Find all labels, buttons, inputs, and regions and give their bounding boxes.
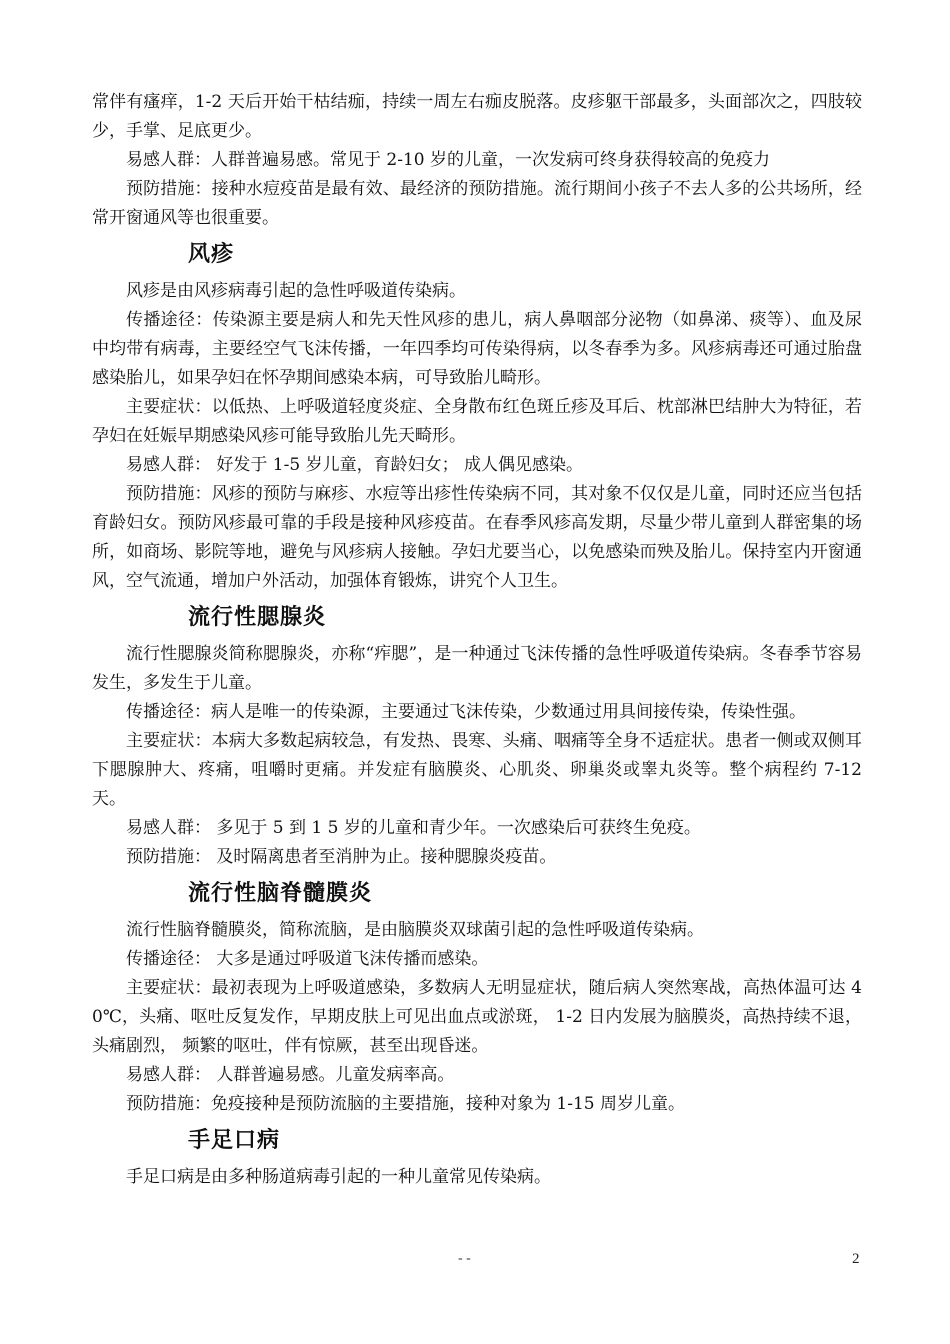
paragraph: 预防措施：风疹的预防与麻疹、水痘等出疹性传染病不同，其对象不仅仅是儿童，同时还应当包括育龄妇女。预防风疹最可靠的手段是接种风疹疫苗。在春季风疹高发期，尽量少带儿童到人群密集的场所，如商场、影院等地，避免与风疹病人接触。孕妇尤要当心，以免感染而殃及胎儿。保持室内开窗通风，空气流通，增加户外活动，加强体育锻炼，讲究个人卫生。 (92, 484, 862, 591)
paragraph: 主要症状：以低热、上呼吸道轻度炎症、全身散布红色斑丘疹及耳后、枕部淋巴结肿大为特征，若孕妇在妊娠早期感染风疹可能导致胎儿先天畸形。 (92, 397, 862, 446)
section-heading: 风疹 (188, 242, 235, 267)
paragraph: 风疹是由风疹病毒引起的急性呼吸道传染病。 (126, 281, 466, 301)
paragraph: 常伴有瘙痒，1-2 天后开始干枯结痂，持续一周左右痂皮脱落。皮疹躯干部最多，头面部次之，四肢较少，手掌、足底更少。 (92, 92, 862, 141)
paragraph: 流行性腮腺炎简称腮腺炎，亦称“痄腮”，是一种通过飞沫传播的急性呼吸道传染病。冬春季节容易发生，多发生于儿童。 (92, 644, 862, 693)
page-number: 2 (852, 1251, 860, 1267)
paragraph: 预防措施：免疫接种是预防流脑的主要措施，接种对象为 1-15 周岁儿童。 (126, 1094, 685, 1114)
paragraph: 传播途径： 大多是通过呼吸道飞沫传播而感染。 (126, 949, 489, 969)
paragraph: 易感人群： 人群普遍易感。儿童发病率高。 (126, 1065, 455, 1085)
document-body (92, 88, 862, 1192)
paragraph: 易感人群： 好发于 1-5 岁儿童，育龄妇女； 成人偶见感染。 (126, 455, 583, 475)
paragraph: 预防措施： 及时隔离患者至消肿为止。接种腮腺炎疫苗。 (126, 847, 557, 867)
paragraph: 主要症状：本病大多数起病较急，有发热、畏寒、头痛、咽痛等全身不适症状。患者一侧或双侧耳下腮腺肿大、疼痛，咀嚼时更痛。并发症有脑膜炎、心肌炎、卵巢炎或睾丸炎等。整个病程约 7-12 天。 (92, 731, 862, 809)
section-heading: 流行性腮腺炎 (188, 605, 327, 630)
footer-separator: - - (458, 1251, 471, 1266)
paragraph: 传播途径：传染源主要是病人和先天性风疹的患儿，病人鼻咽部分泌物（如鼻涕、痰等）、血及尿中均带有病毒，主要经空气飞沫传播，一年四季均可传染得病，以冬春季为多。风疹病毒还可通过胎盘感染胎儿，如果孕妇在怀孕期间感染本病，可导致胎儿畸形。 (92, 310, 862, 388)
section-heading: 手足口病 (188, 1128, 281, 1153)
paragraph: 流行性脑脊髓膜炎，简称流脑，是由脑膜炎双球菌引起的急性呼吸道传染病。 (126, 920, 704, 940)
paragraph: 主要症状：最初表现为上呼吸道感染，多数病人无明显症状，随后病人突然寒战，高热体温可达 40℃，头痛、呕吐反复发作，早期皮肤上可见出血点或淤斑， 1-2 日内发展为脑膜炎，高热持续不退，头痛剧烈， 频繁的呕吐，伴有惊厥，甚至出现昏迷。 (92, 978, 862, 1056)
section-heading: 流行性脑脊髓膜炎 (188, 881, 373, 906)
paragraph: 易感人群：人群普遍易感。常见于 2-10 岁的儿童，一次发病可终身获得较高的免疫力 (126, 150, 770, 170)
paragraph: 传播途径：病人是唯一的传染源，主要通过飞沫传染，少数通过用具间接传染，传染性强。 (126, 702, 806, 722)
paragraph: 易感人群： 多见于 5 到 1 5 岁的儿童和青少年。一次感染后可获终生免疫。 (126, 818, 701, 838)
paragraph: 手足口病是由多种肠道病毒引起的一种儿童常见传染病。 (126, 1167, 551, 1187)
paragraph: 预防措施：接种水痘疫苗是最有效、最经济的预防措施。流行期间小孩子不去人多的公共场所，经常开窗通风等也很重要。 (92, 179, 862, 228)
